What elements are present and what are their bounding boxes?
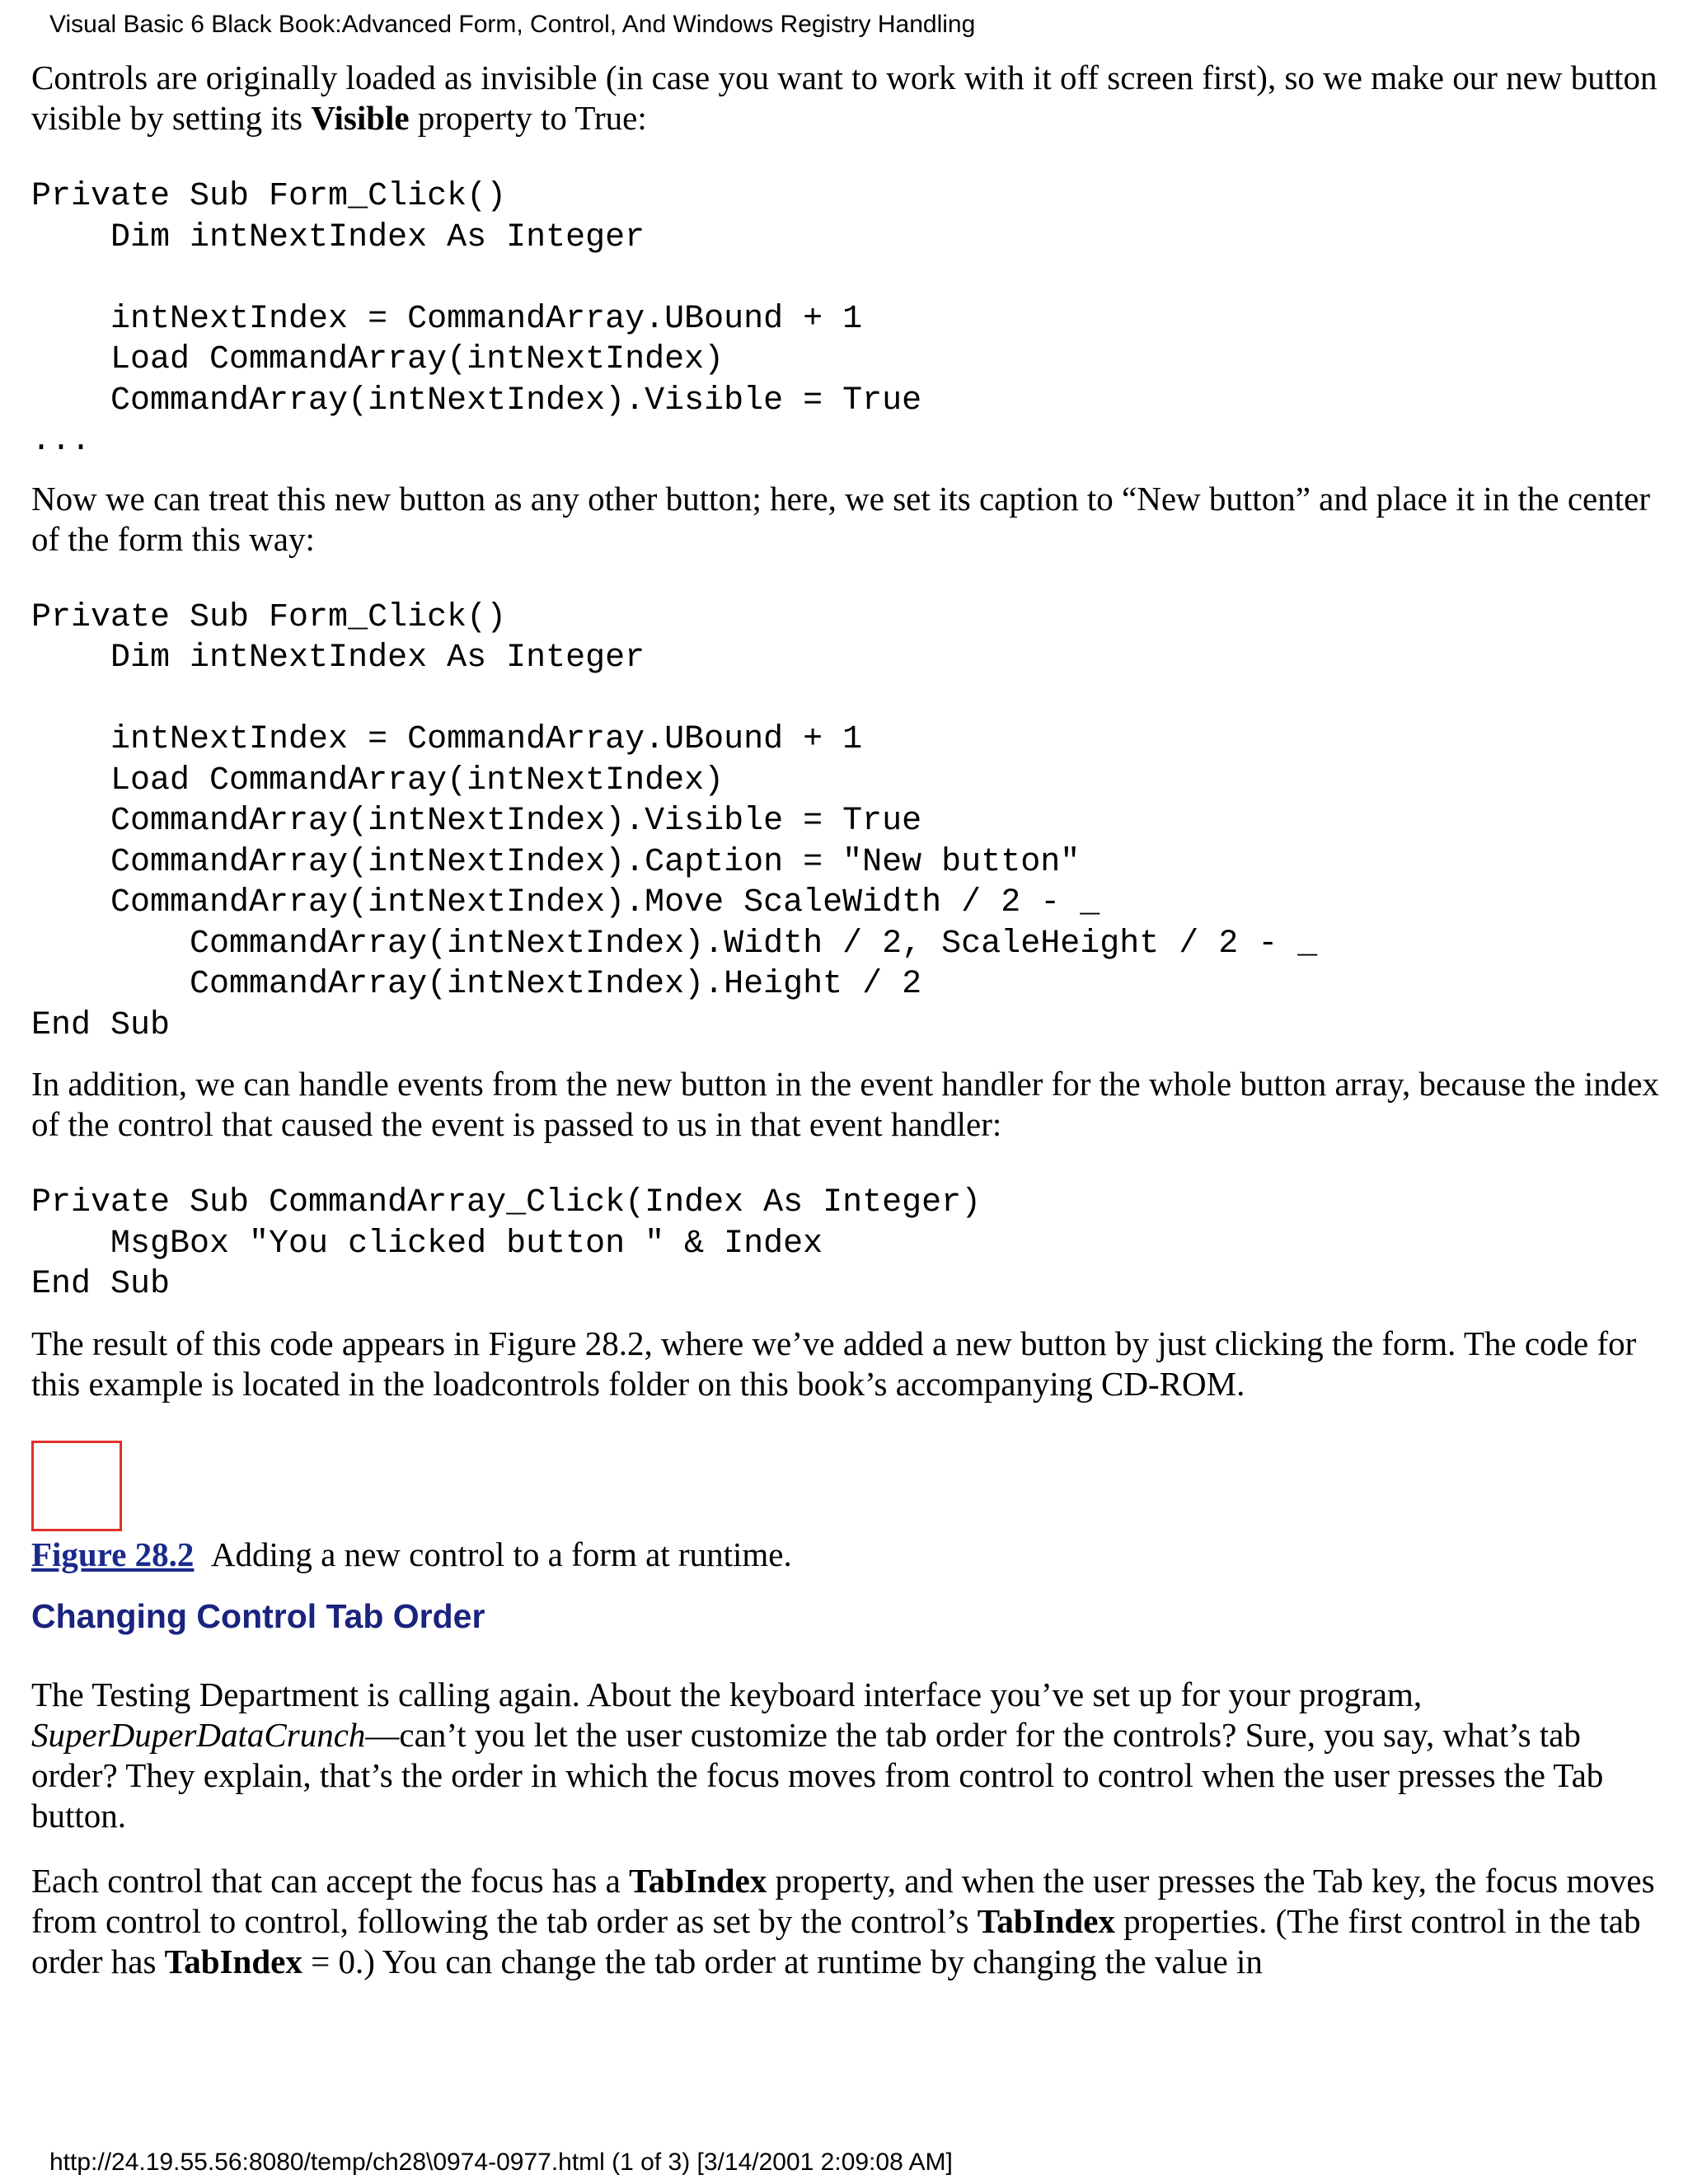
paragraph-text: property to True: (409, 99, 647, 137)
figure-link[interactable]: Figure 28.2 (31, 1535, 195, 1573)
paragraph-text: properties. (The first control in the tab order has (31, 1901, 1641, 1980)
figure-image-placeholder (31, 1441, 122, 1531)
paragraph-result: The result of this code appears in Figure 28.2, where we’ve added a new button by just clicking the form. The code for this example is located in the loadcontrols folder on this book’s accompanying CD-ROM. (31, 1324, 1637, 1403)
page-header: Visual Basic 6 Black Book:Advanced Form, Control, And Windows Registry Handling (49, 11, 976, 38)
figure-caption-text: Adding a new control to a form at runtime. (210, 1535, 792, 1573)
paragraph-text: Each control that can accept the focus has a (31, 1861, 630, 1900)
paragraph-text: = 0.) You can change the tab order at runtime by changing the value in (302, 1942, 1263, 1980)
paragraph-text: —can’t you let the user customize the tab order for the controls? Sure, you say, what’s tab order? They explain, that’s the order in which the focus moves from control to control when the user presses the Tab button. (31, 1715, 1604, 1835)
document-body (31, 58, 1659, 1982)
keyword-visible: Visible (311, 99, 410, 137)
paragraph-text: Controls are originally loaded as invisible (in case you want to work with it off screen first), so we make our new button visible by setting its (31, 59, 1658, 137)
keyword-tabindex: TabIndex (977, 1901, 1115, 1940)
paragraph-text: property, and when the user presses the Tab key, the focus moves from control to control, following the tab order as set by the control’s (31, 1861, 1655, 1940)
code-block-click-handler: Private Sub CommandArray_Click(Index As Integer) MsgBox "You clicked button " & Index End Sub (31, 1184, 982, 1303)
keyword-tabindex: TabIndex (629, 1861, 767, 1900)
section-heading: Changing Control Tab Order (31, 1596, 485, 1635)
paragraph-caption-move: Now we can treat this new button as any other button; here, we set its caption to “New button” and place it in the center of the form this way: (31, 479, 1650, 558)
keyword-tabindex: TabIndex (164, 1942, 302, 1980)
figure-caption (31, 1535, 1659, 1575)
page-footer-url: http://24.19.55.56:8080/temp/ch28\0974-0977.html (1 of 3) [3/14/2001 2:09:08 AM] (49, 2149, 953, 2176)
paragraph-event-handler: In addition, we can handle events from the new button in the event handler for the whole button array, because the index of the control that caused the event is passed to us in that event handler: (31, 1065, 1659, 1143)
code-block-move-control: Private Sub Form_Click() Dim intNextIndex As Integer intNextIndex = CommandArray.UBound + 1 Load CommandArray(intNextIndex) CommandArray(intNextIndex).Visible = True CommandArray(intNextIndex).Caption = "New button" CommandArray(intNextIndex).Move ScaleWidth / 2 - _ CommandArray(intNextIndex).Width / 2, ScaleHeight / 2 - _ CommandArray(intNextIndex).Height / 2 End Sub (31, 598, 1318, 1044)
code-block-load-control: Private Sub Form_Click() Dim intNextIndex As Integer intNextIndex = CommandArray.UBound + 1 Load CommandArray(intNextIndex) CommandArray(intNextIndex).Visible = True ... (31, 178, 922, 460)
paragraph-tabindex (31, 1861, 1659, 1982)
paragraph-visible-property (31, 58, 1659, 138)
program-name: SuperDuperDataCrunch (31, 1715, 366, 1754)
paragraph-text: The Testing Department is calling again. About the keyboard interface you’ve set up for your program, (31, 1675, 1423, 1713)
paragraph-testing-department (31, 1675, 1659, 1836)
